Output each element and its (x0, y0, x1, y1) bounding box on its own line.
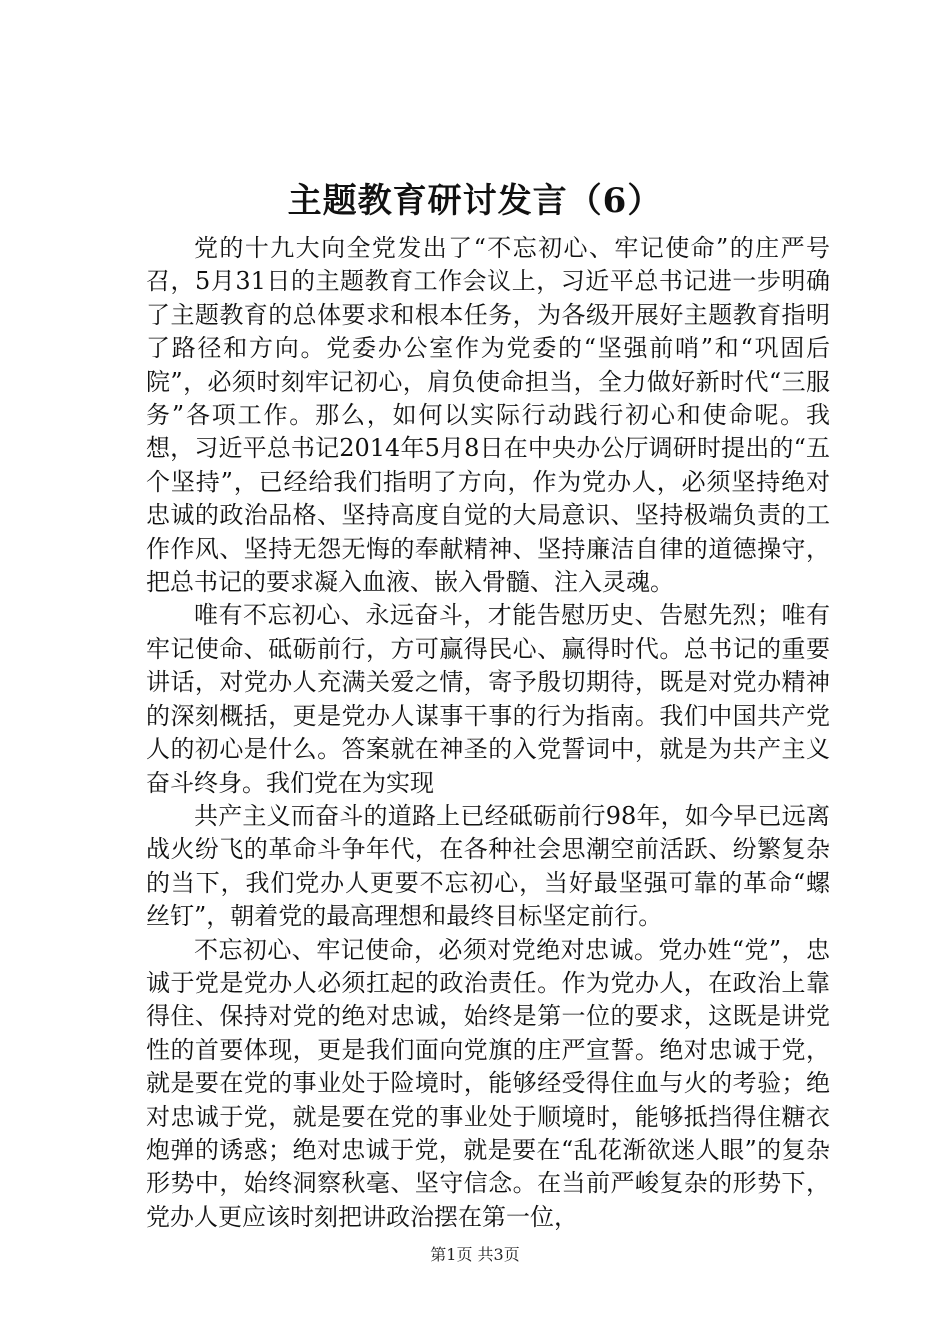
paragraph: 唯有不忘初心、永远奋斗，才能告慰历史、告慰先烈；唯有牢记使命、砥砺前行，方可赢得民心、赢得时代。总书记的重要讲话，对党办人充满关爱之情，寄予殷切期待，既是对党办精神的深刻概括，更是党办人谋事干事的行为指南。我们中国共产党人的初心是什么。答案就在神圣的入党誓词中，就是为共产主义奋斗终身。我们党在为实现 (146, 601, 830, 797)
document-body (146, 232, 830, 1234)
paragraph: 共产主义而奋斗的道路上已经砥砺前行98年，如今早已远离战火纷飞的革命斗争年代，在各种社会思潮空前活跃、纷繁复杂的当下，我们党办人更要不忘初心，当好最坚强可靠的革命“螺丝钉”，朝着党的最高理想和最终目标坚定前行。 (146, 801, 830, 931)
paragraph: 党的十九大向全党发出了“不忘初心、牢记使命”的庄严号召，5月31日的主题教育工作会议上，习近平总书记进一步明确了主题教育的总体要求和根本任务，为各级开展好主题教育指明了路径和方向。党委办公室作为党委的“坚强前哨”和“巩固后院”，必须时刻牢记初心，肩负使命担当，全力做好新时代“三服务”各项工作。那么，如何以实际行动践行初心和使命呢。我想，习近平总书记2014年5月8日在中央办公厅调研时提出的“五个坚持”，已经给我们指明了方向，作为党办人，必须坚持绝对忠诚的政治品格、坚持高度自觉的大局意识、坚持极端负责的工作作风、坚持无怨无悔的奉献精神、坚持廉洁自律的道德操守，把总书记的要求凝入血液、嵌入骨髓、注入灵魂。 (146, 234, 830, 597)
document-title: 主题教育研讨发言（6） (287, 181, 663, 221)
paragraph: 不忘初心、牢记使命，必须对党绝对忠诚。党办姓“党”，忠诚于党是党办人必须扛起的政治责任。作为党办人，在政治上靠得住、保持对党的绝对忠诚，始终是第一位的要求，这既是讲党性的首要体现，更是我们面向党旗的庄严宣誓。绝对忠诚于党，就是要在党的事业处于险境时，能够经受得住血与火的考验；绝对忠诚于党，就是要在党的事业处于顺境时，能够抵挡得住糖衣炮弹的诱惑；绝对忠诚于党，就是要在“乱花渐欲迷人眼”的复杂形势中，始终洞察秋毫、坚守信念。在当前严峻复杂的形势下，党办人更应该时刻把讲政治摆在第一位， (146, 935, 830, 1231)
page-number-footer: 第1页 共3页 (430, 1245, 520, 1264)
